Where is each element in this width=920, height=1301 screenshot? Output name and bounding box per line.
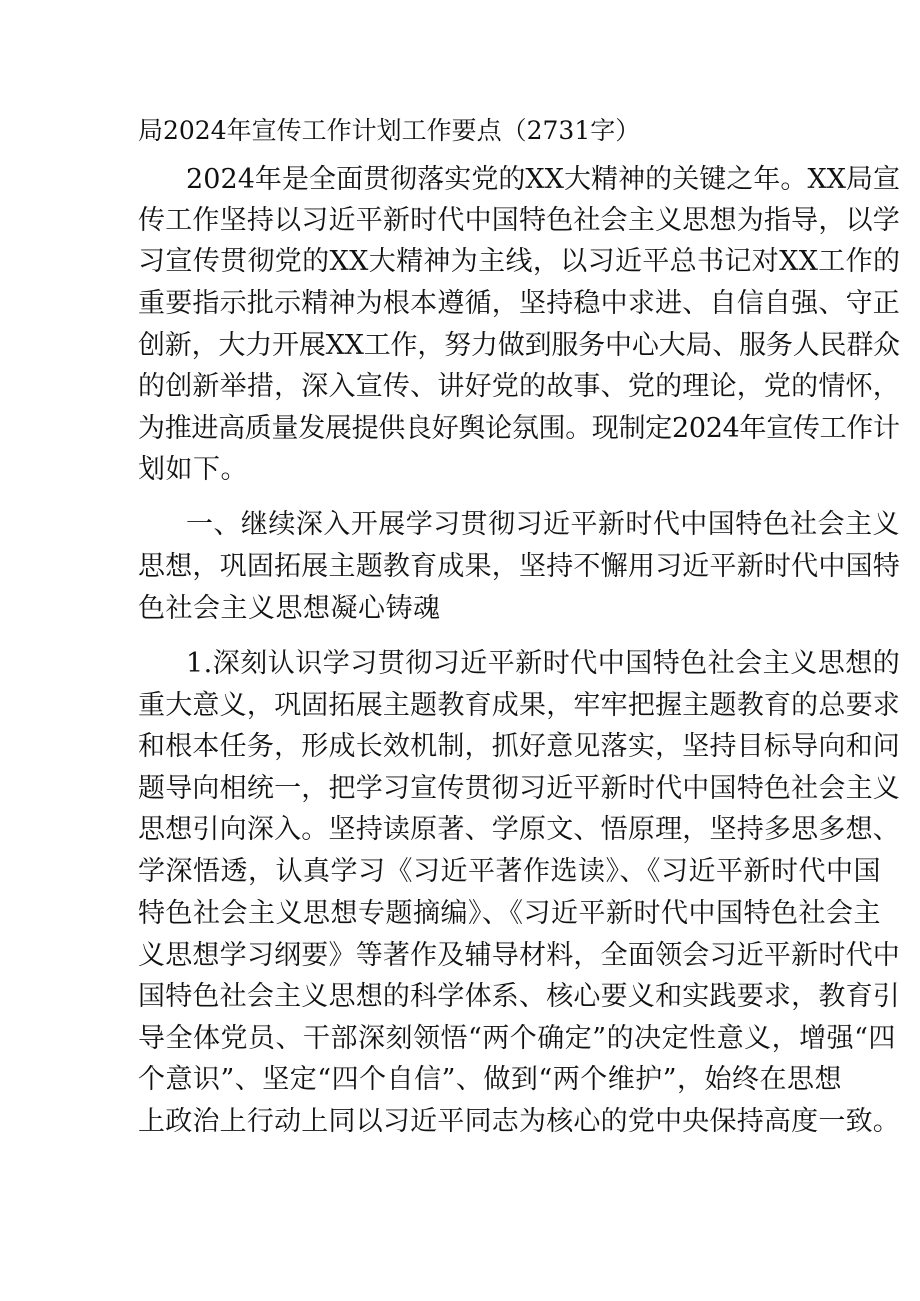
intro-line: 划如下。 (138, 454, 248, 485)
item-line: 1.深刻认识学习贯彻习近平新时代中国特色社会主义思想的 (186, 648, 901, 679)
item-line: 题导向相统一，把学习宣传贯彻习近平新时代中国特色社会主义 (138, 773, 900, 804)
intro-line: 传工作坚持以习近平新时代中国特色社会主义思想为指导，以学 (138, 205, 900, 236)
item-line: 上政治上行动上同以习近平同志为核心的党中央保持高度一致。 (138, 1106, 900, 1137)
intro-line: 为推进高质量发展提供良好舆论氛围。现制定2024年宣传工作计 (138, 413, 900, 444)
item-line: 特色社会主义思想专题摘编》、《习近平新时代中国特色社会主 (138, 898, 881, 929)
section-heading-line: 思想，巩固拓展主题教育成果，坚持不懈用习近平新时代中国特 (138, 551, 900, 582)
intro-line: 创新，大力开展XX工作，努力做到服务中心大局、服务人民群众 (138, 330, 900, 361)
document-title: 局2024年宣传工作计划工作要点（2731字） (138, 116, 641, 145)
item-line: 个意识”、坚定“四个自信”、做到“两个维护”，始终在思想 (138, 1064, 843, 1095)
intro-line: 重要指示批示精神为根本遵循，坚持稳中求进、自信自强、守正 (138, 288, 900, 319)
intro-line: 2024年是全面贯彻落实党的XX大精神的关键之年。XX局宣 (186, 164, 901, 195)
intro-line: 习宣传贯彻党的XX大精神为主线，以习近平总书记对XX工作的 (138, 246, 901, 277)
item-line: 国特色社会主义思想的科学体系、核心要义和实践要求，教育引 (138, 981, 900, 1012)
item-line: 导全体党员、干部深刻领悟“两个确定”的决定性意义，增强“四 (138, 1023, 896, 1054)
intro-line: 的创新举措，深入宣传、讲好党的故事、党的理论，党的情怀， (138, 371, 900, 402)
item-line: 学深悟透，认真学习《习近平著作选读》、《习近平新时代中国 (138, 856, 881, 887)
item-line: 和根本任务，形成长效机制，抓好意见落实，坚持目标导向和问 (138, 731, 900, 762)
section-heading-line: 一、继续深入开展学习贯彻习近平新时代中国特色社会主义 (186, 509, 900, 540)
item-line: 思想引向深入。坚持读原著、学原文、悟原理，坚持多思多想、 (138, 814, 900, 845)
section-heading-line: 色社会主义思想凝心铸魂 (138, 593, 441, 624)
item-line: 重大意义，巩固拓展主题教育成果，牢牢把握主题教育的总要求 (138, 690, 900, 721)
item-line: 义思想学习纲要》等著作及辅导材料，全面领会习近平新时代中 (138, 940, 900, 971)
